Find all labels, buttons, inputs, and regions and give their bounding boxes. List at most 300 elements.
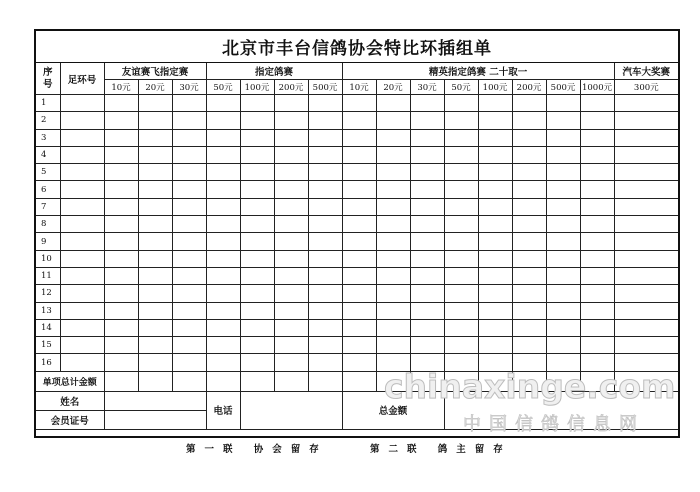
- entry-cell[interactable]: [104, 146, 138, 163]
- entry-cell[interactable]: [546, 319, 580, 336]
- entry-cell[interactable]: [580, 233, 614, 250]
- entry-cell[interactable]: [172, 233, 206, 250]
- entry-cell[interactable]: [580, 216, 614, 233]
- entry-cell[interactable]: [104, 267, 138, 284]
- entry-cell[interactable]: [614, 302, 678, 319]
- entry-cell[interactable]: [308, 267, 342, 284]
- entry-cell[interactable]: [240, 129, 274, 146]
- entry-cell[interactable]: [274, 250, 308, 267]
- summary-label: 单项总计金额: [36, 371, 104, 391]
- entry-cell[interactable]: [444, 285, 478, 302]
- entry-cell[interactable]: [580, 198, 614, 215]
- entry-cell[interactable]: [546, 129, 580, 146]
- copy-legend: [0, 441, 700, 455]
- entry-cell[interactable]: [104, 302, 138, 319]
- entry-cell[interactable]: [512, 250, 546, 267]
- entry-cell[interactable]: [478, 181, 512, 198]
- entry-cell[interactable]: [410, 285, 444, 302]
- entry-cell[interactable]: [376, 285, 410, 302]
- entry-cell[interactable]: [580, 181, 614, 198]
- entry-cell[interactable]: [240, 164, 274, 181]
- entry-cell[interactable]: [444, 95, 478, 112]
- entry-cell[interactable]: [376, 319, 410, 336]
- entry-cell[interactable]: [444, 267, 478, 284]
- entry-cell[interactable]: [614, 285, 678, 302]
- row-number: 12: [36, 285, 60, 302]
- entry-cell[interactable]: [444, 337, 478, 354]
- entry-cell[interactable]: [308, 319, 342, 336]
- entry-cell[interactable]: [478, 129, 512, 146]
- entry-cell[interactable]: [138, 285, 172, 302]
- summary-cell[interactable]: [342, 371, 376, 391]
- entry-cell[interactable]: [274, 302, 308, 319]
- ring-number-cell[interactable]: [60, 267, 104, 284]
- entry-cell[interactable]: [138, 164, 172, 181]
- entry-cell[interactable]: [512, 146, 546, 163]
- entry-cell[interactable]: [308, 164, 342, 181]
- entry-cell[interactable]: [308, 285, 342, 302]
- entry-cell[interactable]: [342, 250, 376, 267]
- entry-cell[interactable]: [376, 198, 410, 215]
- entry-cell[interactable]: [104, 181, 138, 198]
- entry-cell[interactable]: [308, 146, 342, 163]
- entry-cell[interactable]: [614, 112, 678, 129]
- entry-cell[interactable]: [240, 354, 274, 371]
- entry-cell[interactable]: [342, 319, 376, 336]
- entry-cell[interactable]: [274, 146, 308, 163]
- entry-cell[interactable]: [546, 146, 580, 163]
- row-number: 3: [36, 129, 60, 146]
- entry-cell[interactable]: [206, 302, 240, 319]
- entry-cell[interactable]: [546, 112, 580, 129]
- entry-cell[interactable]: [410, 198, 444, 215]
- entry-cell[interactable]: [104, 198, 138, 215]
- entry-cell[interactable]: [614, 95, 678, 112]
- ring-number-cell[interactable]: [60, 302, 104, 319]
- entry-cell[interactable]: [274, 129, 308, 146]
- entry-cell[interactable]: [104, 112, 138, 129]
- entry-cell[interactable]: [444, 216, 478, 233]
- entry-cell[interactable]: [308, 95, 342, 112]
- entry-cell[interactable]: [342, 198, 376, 215]
- entry-cell[interactable]: [104, 129, 138, 146]
- entry-cell[interactable]: [410, 302, 444, 319]
- row-number: 13: [36, 302, 60, 319]
- entry-cell[interactable]: [376, 233, 410, 250]
- seq-header: [36, 63, 60, 95]
- entry-cell[interactable]: [376, 129, 410, 146]
- entry-cell[interactable]: [376, 164, 410, 181]
- ring-number-cell[interactable]: [60, 337, 104, 354]
- entry-cell[interactable]: [580, 267, 614, 284]
- entry-cell[interactable]: [138, 354, 172, 371]
- ring-number-cell[interactable]: [60, 198, 104, 215]
- entry-cell[interactable]: [614, 181, 678, 198]
- group-header-designated: 指定鸽赛: [206, 63, 342, 80]
- entry-cell[interactable]: [376, 216, 410, 233]
- entry-cell[interactable]: [512, 285, 546, 302]
- entry-cell[interactable]: [512, 164, 546, 181]
- entry-cell[interactable]: [410, 181, 444, 198]
- entry-cell[interactable]: [138, 146, 172, 163]
- entry-cell[interactable]: [172, 216, 206, 233]
- entry-cell[interactable]: [410, 337, 444, 354]
- entry-cell[interactable]: [342, 267, 376, 284]
- summary-cell[interactable]: [308, 371, 342, 391]
- entry-cell[interactable]: [104, 233, 138, 250]
- entry-cell[interactable]: [342, 112, 376, 129]
- entry-cell[interactable]: [206, 112, 240, 129]
- entry-cell[interactable]: [308, 216, 342, 233]
- entry-cell[interactable]: [138, 216, 172, 233]
- entry-cell[interactable]: [410, 164, 444, 181]
- entry-cell[interactable]: [444, 319, 478, 336]
- entry-cell[interactable]: [274, 337, 308, 354]
- entry-cell[interactable]: [580, 302, 614, 319]
- table-row: [36, 250, 678, 267]
- entry-cell[interactable]: [580, 146, 614, 163]
- entry-cell[interactable]: [478, 164, 512, 181]
- entry-cell[interactable]: [546, 181, 580, 198]
- entry-cell[interactable]: [172, 198, 206, 215]
- entry-cell[interactable]: [478, 285, 512, 302]
- entry-cell[interactable]: [614, 129, 678, 146]
- entry-cell[interactable]: [342, 285, 376, 302]
- entry-cell[interactable]: [308, 337, 342, 354]
- entry-cell[interactable]: [546, 250, 580, 267]
- entry-cell[interactable]: [444, 146, 478, 163]
- entry-cell[interactable]: [546, 164, 580, 181]
- entry-cell[interactable]: [580, 129, 614, 146]
- entry-cell[interactable]: [342, 354, 376, 371]
- entry-cell[interactable]: [410, 267, 444, 284]
- summary-cell[interactable]: [104, 371, 138, 391]
- entry-cell[interactable]: [444, 112, 478, 129]
- entry-cell[interactable]: [614, 267, 678, 284]
- entry-cell[interactable]: [274, 198, 308, 215]
- entry-cell[interactable]: [478, 319, 512, 336]
- entry-cell[interactable]: [206, 164, 240, 181]
- entry-cell[interactable]: [376, 337, 410, 354]
- entry-cell[interactable]: [444, 198, 478, 215]
- entry-cell[interactable]: [512, 216, 546, 233]
- entry-cell[interactable]: [342, 233, 376, 250]
- name-field[interactable]: [104, 391, 206, 410]
- entry-cell[interactable]: [410, 250, 444, 267]
- entry-cell[interactable]: [614, 233, 678, 250]
- entry-cell[interactable]: [172, 267, 206, 284]
- entry-cell[interactable]: [274, 319, 308, 336]
- ring-number-cell[interactable]: [60, 285, 104, 302]
- row-number: 8: [36, 216, 60, 233]
- entry-cell[interactable]: [240, 337, 274, 354]
- ring-number-cell[interactable]: [60, 146, 104, 163]
- entry-cell[interactable]: [274, 216, 308, 233]
- entry-cell[interactable]: [410, 319, 444, 336]
- entry-cell[interactable]: [614, 319, 678, 336]
- entry-cell[interactable]: [478, 146, 512, 163]
- entry-cell[interactable]: [138, 337, 172, 354]
- entry-cell[interactable]: [104, 216, 138, 233]
- entry-cell[interactable]: [308, 250, 342, 267]
- entry-cell[interactable]: [206, 216, 240, 233]
- ring-number-cell[interactable]: [60, 233, 104, 250]
- entry-cell[interactable]: [478, 302, 512, 319]
- entry-cell[interactable]: [274, 354, 308, 371]
- entry-cell[interactable]: [580, 95, 614, 112]
- entry-cell[interactable]: [172, 164, 206, 181]
- entry-cell[interactable]: [410, 146, 444, 163]
- entry-cell[interactable]: [580, 112, 614, 129]
- entry-cell[interactable]: [172, 337, 206, 354]
- row-number: 15: [36, 337, 60, 354]
- entry-cell[interactable]: [172, 146, 206, 163]
- entry-cell[interactable]: [138, 181, 172, 198]
- entry-cell[interactable]: [172, 181, 206, 198]
- ring-number-cell[interactable]: [60, 354, 104, 371]
- entry-cell[interactable]: [342, 95, 376, 112]
- entry-cell[interactable]: [274, 112, 308, 129]
- table-row: [36, 112, 678, 129]
- row-number: 2: [36, 112, 60, 129]
- entry-cell[interactable]: [376, 267, 410, 284]
- entry-cell[interactable]: [206, 354, 240, 371]
- entry-cell[interactable]: [512, 129, 546, 146]
- entry-cell[interactable]: [478, 233, 512, 250]
- entry-cell[interactable]: [580, 164, 614, 181]
- entry-cell[interactable]: [342, 302, 376, 319]
- entry-cell[interactable]: [138, 129, 172, 146]
- entry-cell[interactable]: [172, 354, 206, 371]
- entry-cell[interactable]: [308, 302, 342, 319]
- entry-cell[interactable]: [206, 146, 240, 163]
- entry-cell[interactable]: [240, 112, 274, 129]
- entry-cell[interactable]: [206, 337, 240, 354]
- entry-cell[interactable]: [512, 198, 546, 215]
- ring-number-cell[interactable]: [60, 250, 104, 267]
- entry-cell[interactable]: [104, 337, 138, 354]
- entry-cell[interactable]: [274, 181, 308, 198]
- entry-cell[interactable]: [546, 267, 580, 284]
- summary-cell[interactable]: [138, 371, 172, 391]
- entry-cell[interactable]: [172, 285, 206, 302]
- ring-number-cell[interactable]: [60, 319, 104, 336]
- entry-cell[interactable]: [410, 112, 444, 129]
- entry-cell[interactable]: [444, 233, 478, 250]
- entry-cell[interactable]: [478, 250, 512, 267]
- entry-cell[interactable]: [206, 198, 240, 215]
- entry-cell[interactable]: [274, 164, 308, 181]
- entry-cell[interactable]: [614, 146, 678, 163]
- ring-number-cell[interactable]: [60, 181, 104, 198]
- entry-cell[interactable]: [240, 267, 274, 284]
- entry-cell[interactable]: [512, 337, 546, 354]
- entry-cell[interactable]: [546, 285, 580, 302]
- entry-cell[interactable]: [614, 250, 678, 267]
- entry-cell[interactable]: [512, 233, 546, 250]
- entry-cell[interactable]: [206, 285, 240, 302]
- amount-header: 30元: [172, 80, 206, 95]
- entry-cell[interactable]: [546, 95, 580, 112]
- entry-cell[interactable]: [138, 198, 172, 215]
- entry-cell[interactable]: [478, 198, 512, 215]
- entry-cell[interactable]: [512, 302, 546, 319]
- entry-cell[interactable]: [206, 181, 240, 198]
- member-id-field[interactable]: [104, 410, 206, 429]
- seq-header-label: 序 号: [42, 66, 53, 90]
- entry-cell[interactable]: [580, 250, 614, 267]
- row-number: 11: [36, 267, 60, 284]
- entry-cell[interactable]: [444, 302, 478, 319]
- entry-cell[interactable]: [104, 164, 138, 181]
- entry-cell[interactable]: [512, 267, 546, 284]
- entry-cell[interactable]: [240, 95, 274, 112]
- entry-cell[interactable]: [580, 337, 614, 354]
- entry-cell[interactable]: [614, 164, 678, 181]
- total-amount-label: 总金额: [342, 391, 444, 429]
- entry-cell[interactable]: [376, 95, 410, 112]
- entry-cell[interactable]: [104, 285, 138, 302]
- entry-cell[interactable]: [308, 181, 342, 198]
- table-row: [36, 216, 678, 233]
- copy-second-label: 第二联 鸽主留存: [370, 444, 512, 455]
- entry-cell[interactable]: [172, 250, 206, 267]
- entry-cell[interactable]: [410, 233, 444, 250]
- entry-cell[interactable]: [546, 216, 580, 233]
- entry-cell[interactable]: [376, 112, 410, 129]
- entry-cell[interactable]: [104, 354, 138, 371]
- entry-cell[interactable]: [206, 250, 240, 267]
- entry-cell[interactable]: [172, 129, 206, 146]
- entry-cell[interactable]: [614, 216, 678, 233]
- summary-cell[interactable]: [172, 371, 206, 391]
- entry-cell[interactable]: [240, 302, 274, 319]
- entry-cell[interactable]: [104, 250, 138, 267]
- entry-cell[interactable]: [410, 129, 444, 146]
- entry-cell[interactable]: [614, 337, 678, 354]
- entry-cell[interactable]: [580, 285, 614, 302]
- entry-cell[interactable]: [478, 112, 512, 129]
- entry-cell[interactable]: [512, 181, 546, 198]
- entry-cell[interactable]: [172, 302, 206, 319]
- summary-cell[interactable]: [240, 371, 274, 391]
- entry-cell[interactable]: [206, 267, 240, 284]
- entry-cell[interactable]: [240, 181, 274, 198]
- entry-cell[interactable]: [444, 181, 478, 198]
- entry-cell[interactable]: [410, 95, 444, 112]
- amount-header: 20元: [138, 80, 172, 95]
- entry-cell[interactable]: [274, 267, 308, 284]
- ring-number-cell[interactable]: [60, 95, 104, 112]
- entry-cell[interactable]: [206, 129, 240, 146]
- entry-cell[interactable]: [444, 164, 478, 181]
- entry-cell[interactable]: [444, 250, 478, 267]
- entry-cell[interactable]: [240, 216, 274, 233]
- entry-cell[interactable]: [342, 129, 376, 146]
- phone-field[interactable]: [240, 391, 342, 429]
- table-row: [36, 285, 678, 302]
- entry-cell[interactable]: [138, 250, 172, 267]
- entry-cell[interactable]: [104, 95, 138, 112]
- entry-cell[interactable]: [308, 198, 342, 215]
- entry-cell[interactable]: [240, 319, 274, 336]
- entry-cell[interactable]: [240, 233, 274, 250]
- ring-number-cell[interactable]: [60, 129, 104, 146]
- entry-cell[interactable]: [308, 129, 342, 146]
- entry-cell[interactable]: [240, 285, 274, 302]
- row-number: 4: [36, 146, 60, 163]
- entry-cell[interactable]: [478, 337, 512, 354]
- entry-cell[interactable]: [206, 233, 240, 250]
- entry-cell[interactable]: [104, 319, 138, 336]
- ring-number-cell[interactable]: [60, 164, 104, 181]
- entry-cell[interactable]: [478, 95, 512, 112]
- entry-cell[interactable]: [444, 129, 478, 146]
- entry-cell[interactable]: [308, 112, 342, 129]
- entry-cell[interactable]: [512, 319, 546, 336]
- summary-cell[interactable]: [274, 371, 308, 391]
- ring-number-cell[interactable]: [60, 112, 104, 129]
- entry-cell[interactable]: [172, 112, 206, 129]
- entry-cell[interactable]: [240, 198, 274, 215]
- entry-cell[interactable]: [172, 319, 206, 336]
- entry-cell[interactable]: [478, 216, 512, 233]
- entry-cell[interactable]: [274, 285, 308, 302]
- entry-cell[interactable]: [172, 95, 206, 112]
- entry-cell[interactable]: [138, 95, 172, 112]
- entry-cell[interactable]: [240, 250, 274, 267]
- entry-cell[interactable]: [274, 95, 308, 112]
- entry-cell[interactable]: [206, 95, 240, 112]
- entry-cell[interactable]: [308, 233, 342, 250]
- entry-cell[interactable]: [376, 181, 410, 198]
- entry-cell[interactable]: [342, 216, 376, 233]
- entry-cell[interactable]: [512, 112, 546, 129]
- entry-cell[interactable]: [206, 319, 240, 336]
- entry-cell[interactable]: [138, 319, 172, 336]
- entry-cell[interactable]: [376, 302, 410, 319]
- ring-number-cell[interactable]: [60, 216, 104, 233]
- entry-cell[interactable]: [138, 233, 172, 250]
- entry-cell[interactable]: [342, 146, 376, 163]
- entry-cell[interactable]: [580, 319, 614, 336]
- entry-cell[interactable]: [274, 233, 308, 250]
- entry-cell[interactable]: [342, 181, 376, 198]
- row-number: 14: [36, 319, 60, 336]
- entry-cell[interactable]: [546, 198, 580, 215]
- entry-cell[interactable]: [410, 216, 444, 233]
- entry-cell[interactable]: [240, 146, 274, 163]
- entry-cell[interactable]: [308, 354, 342, 371]
- copy-first-label: 第一联 协会留存: [186, 444, 328, 455]
- entry-cell[interactable]: [342, 337, 376, 354]
- entry-cell[interactable]: [546, 302, 580, 319]
- entry-cell[interactable]: [342, 164, 376, 181]
- entry-cell[interactable]: [614, 198, 678, 215]
- entry-cell[interactable]: [478, 267, 512, 284]
- entry-cell[interactable]: [138, 267, 172, 284]
- entry-cell[interactable]: [546, 233, 580, 250]
- entry-cell[interactable]: [138, 112, 172, 129]
- entry-cell[interactable]: [376, 250, 410, 267]
- entry-cell[interactable]: [376, 146, 410, 163]
- entry-cell[interactable]: [546, 337, 580, 354]
- entry-cell[interactable]: [138, 302, 172, 319]
- amount-header: 50元: [206, 80, 240, 95]
- summary-cell[interactable]: [206, 371, 240, 391]
- amount-header: 500元: [546, 80, 580, 95]
- entry-cell[interactable]: [512, 95, 546, 112]
